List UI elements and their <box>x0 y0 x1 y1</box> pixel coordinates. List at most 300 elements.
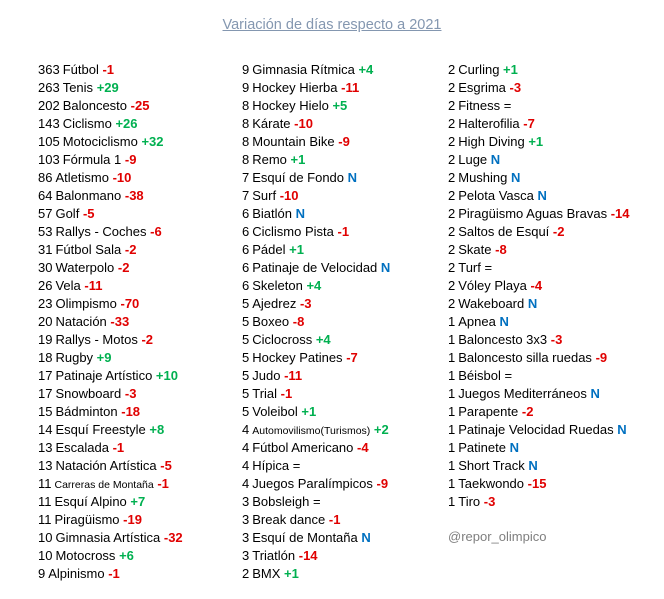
change-value: -32 <box>163 530 183 545</box>
sport-name: Triatlón <box>252 548 296 563</box>
change-value: +1 <box>284 566 299 581</box>
sport-row <box>242 493 390 511</box>
days-count: 2 <box>448 62 456 77</box>
days-count: 2 <box>448 296 456 311</box>
change-value: -1 <box>112 440 125 455</box>
days-count: 15 <box>38 404 53 419</box>
days-count: 14 <box>38 422 53 437</box>
change-value: -38 <box>124 188 144 203</box>
days-count: 3 <box>242 512 250 527</box>
sport-row <box>38 385 183 403</box>
sport-name: Turf <box>458 260 481 275</box>
sport-row <box>242 547 390 565</box>
days-count: 2 <box>448 278 456 293</box>
sport-row <box>38 475 183 493</box>
sport-row <box>242 475 390 493</box>
change-value: -1 <box>328 512 341 527</box>
sport-row <box>448 151 630 169</box>
sport-row <box>242 205 390 223</box>
days-count: 9 <box>38 566 46 581</box>
change-value: +29 <box>96 80 119 95</box>
change-value: N <box>528 458 538 473</box>
change-value: -11 <box>341 80 360 95</box>
sport-name: Trial <box>252 386 278 401</box>
change-value: -7 <box>346 350 358 365</box>
change-value: = <box>484 260 493 275</box>
change-value: -9 <box>338 134 350 149</box>
sport-name: Balonmano <box>55 188 122 203</box>
change-value: -1 <box>108 566 120 581</box>
sport-row <box>242 295 390 313</box>
change-value: -15 <box>527 476 547 491</box>
change-value: -3 <box>124 386 137 401</box>
change-value: -2 <box>124 242 137 257</box>
sport-name: Piragüismo Aguas Bravas <box>458 206 608 221</box>
change-value: +1 <box>503 62 518 77</box>
change-value: -1 <box>280 386 293 401</box>
change-value: -3 <box>299 296 312 311</box>
sport-name: Baloncesto 3x3 <box>458 332 548 347</box>
change-value: N <box>380 260 391 275</box>
days-count: 8 <box>242 134 250 149</box>
sport-name: Vela <box>55 278 81 293</box>
sport-row <box>38 421 183 439</box>
days-count: 7 <box>242 170 250 185</box>
days-count: 5 <box>242 296 250 311</box>
change-value: = <box>292 458 301 473</box>
change-value: -8 <box>495 242 507 257</box>
days-count: 17 <box>38 368 53 383</box>
days-count: 10 <box>38 548 53 563</box>
sport-name: Surf <box>252 188 277 203</box>
change-value: +4 <box>358 62 374 77</box>
column-2 <box>242 61 390 583</box>
sport-row <box>242 223 390 241</box>
sport-name: Fórmula 1 <box>62 152 122 167</box>
sport-name: Tiro <box>458 494 481 509</box>
change-value: -8 <box>292 314 305 329</box>
days-count: 2 <box>448 224 456 239</box>
change-value: N <box>590 386 600 401</box>
change-value: +7 <box>130 494 146 509</box>
sport-row <box>448 403 630 421</box>
days-count: 11 <box>38 476 52 491</box>
sport-row <box>38 529 183 547</box>
sport-row <box>448 475 630 493</box>
days-count: 5 <box>242 404 250 419</box>
author-handle: @repor_olimpico <box>448 529 547 544</box>
change-value: -4 <box>530 278 543 293</box>
days-count: 1 <box>448 458 456 473</box>
sport-name: Hockey Hierba <box>252 80 338 95</box>
change-value: = <box>312 494 321 509</box>
sport-row <box>448 169 630 187</box>
sport-row <box>38 403 183 421</box>
change-value: N <box>490 152 501 167</box>
days-count: 4 <box>242 422 250 437</box>
sport-row <box>242 277 390 295</box>
change-value: +26 <box>115 116 138 131</box>
change-value: -1 <box>337 224 350 239</box>
days-count: 2 <box>242 566 250 581</box>
days-count: 3 <box>242 494 250 509</box>
sport-row <box>242 403 390 421</box>
change-value: N <box>527 296 538 311</box>
sport-name: Mountain Bike <box>252 134 335 149</box>
days-count: 1 <box>448 440 456 455</box>
days-count: 26 <box>38 278 53 293</box>
change-value: -9 <box>124 152 137 167</box>
change-value: +1 <box>528 134 544 149</box>
sport-name: Esquí de Fondo <box>252 170 345 185</box>
change-value: +6 <box>119 548 134 563</box>
sport-name: Parapente <box>458 404 519 419</box>
change-value: -10 <box>112 170 132 185</box>
days-count: 13 <box>38 458 53 473</box>
days-count: 105 <box>38 134 60 149</box>
sport-row <box>448 241 630 259</box>
days-count: 1 <box>448 368 456 383</box>
sport-row <box>242 367 390 385</box>
sport-name: Gimnasia Artística <box>55 530 161 545</box>
sport-name: Fitness <box>458 98 501 113</box>
sport-row <box>448 223 630 241</box>
change-value: -5 <box>160 458 172 473</box>
sport-row <box>242 331 390 349</box>
change-value: = <box>503 98 512 113</box>
sport-row <box>448 349 630 367</box>
days-count: 5 <box>242 332 250 347</box>
sport-row <box>242 457 390 475</box>
change-value: -33 <box>110 314 130 329</box>
days-count: 8 <box>242 116 250 131</box>
sport-name: Patinaje Velocidad Ruedas <box>458 422 614 437</box>
change-value: -11 <box>284 368 303 383</box>
change-value: -10 <box>294 116 313 131</box>
days-count: 4 <box>242 476 250 491</box>
sport-name: Waterpolo <box>55 260 115 275</box>
days-count: 1 <box>448 422 456 437</box>
sport-row <box>242 529 390 547</box>
sport-name: Hípica <box>252 458 290 473</box>
sport-name: Escalada <box>55 440 109 455</box>
sport-row <box>38 367 183 385</box>
sport-row <box>38 241 183 259</box>
change-value: -19 <box>123 512 142 527</box>
days-count: 53 <box>38 224 53 239</box>
change-value: -25 <box>130 98 150 113</box>
change-value: -18 <box>121 404 141 419</box>
sport-name: Vóley Playa <box>458 278 527 293</box>
sport-row <box>448 331 630 349</box>
change-value: +1 <box>289 242 304 257</box>
column-3 <box>448 61 630 511</box>
days-count: 2 <box>448 260 456 275</box>
days-count: 5 <box>242 368 250 383</box>
sport-row <box>38 331 183 349</box>
sport-row <box>38 115 183 133</box>
days-count: 8 <box>242 98 250 113</box>
sport-row <box>242 259 390 277</box>
sport-name: Golf <box>55 206 80 221</box>
days-count: 4 <box>242 458 250 473</box>
sport-name: Baloncesto <box>62 98 128 113</box>
sport-row <box>38 223 183 241</box>
sport-name: Ciclismo <box>62 116 112 131</box>
days-count: 2 <box>448 134 456 149</box>
sport-row <box>38 313 183 331</box>
days-count: 1 <box>448 386 456 401</box>
days-count: 3 <box>242 530 250 545</box>
days-count: 5 <box>242 386 250 401</box>
change-value: -5 <box>82 206 95 221</box>
change-value: -7 <box>523 116 535 131</box>
change-value: N <box>347 170 358 185</box>
sport-name: Fútbol <box>62 62 99 77</box>
sport-name: Natación Artística <box>55 458 157 473</box>
sport-name: Pádel <box>252 242 286 257</box>
days-count: 1 <box>448 404 456 419</box>
change-value: +8 <box>149 422 165 437</box>
change-value: +10 <box>155 368 178 383</box>
days-count: 2 <box>448 80 456 95</box>
sport-row <box>448 97 630 115</box>
sport-row <box>242 115 390 133</box>
sport-name: Carreras de Montaña <box>54 479 154 491</box>
sport-row <box>38 259 183 277</box>
sport-row <box>242 439 390 457</box>
change-value: -3 <box>550 332 563 347</box>
change-value: -2 <box>141 332 154 347</box>
change-value: N <box>295 206 305 221</box>
days-count: 6 <box>242 242 250 257</box>
sport-row <box>448 295 630 313</box>
sport-row <box>242 565 390 583</box>
sport-name: Juegos Paralímpicos <box>252 476 373 491</box>
change-value: +32 <box>141 134 164 149</box>
sport-row <box>38 547 183 565</box>
page-title: Variación de días respecto a 2021 <box>222 17 442 33</box>
sport-name: Ciclocross <box>252 332 313 347</box>
sport-name: Patinaje de Velocidad <box>252 260 378 275</box>
days-count: 2 <box>448 188 456 203</box>
days-count: 2 <box>448 98 456 113</box>
change-value: -10 <box>279 188 299 203</box>
change-value: -14 <box>610 206 630 221</box>
sport-name: Remo <box>252 152 287 167</box>
change-value: -1 <box>157 476 169 491</box>
sport-name: Biatlón <box>252 206 292 221</box>
days-count: 1 <box>448 476 456 491</box>
sport-row <box>38 61 183 79</box>
sport-name: Automovilismo(Turismos) <box>252 425 371 437</box>
days-count: 13 <box>38 440 53 455</box>
sport-name: Fútbol Sala <box>55 242 122 257</box>
sport-row <box>448 277 630 295</box>
days-count: 263 <box>38 80 60 95</box>
sport-name: Gimnasia Rítmica <box>252 62 355 77</box>
days-count: 11 <box>38 494 52 509</box>
sport-name: Motocross <box>55 548 116 563</box>
days-count: 20 <box>38 314 53 329</box>
sport-name: Skeleton <box>252 278 303 293</box>
change-value: -3 <box>509 80 522 95</box>
sport-row <box>448 439 630 457</box>
sport-name: Mushing <box>458 170 508 185</box>
change-value: -6 <box>150 224 162 239</box>
sport-row <box>242 133 390 151</box>
sport-row <box>448 79 630 97</box>
days-count: 11 <box>38 512 52 527</box>
sport-name: Voleibol <box>252 404 298 419</box>
sport-row <box>448 133 630 151</box>
days-count: 86 <box>38 170 53 185</box>
days-count: 30 <box>38 260 53 275</box>
sport-name: Ajedrez <box>252 296 297 311</box>
sport-row <box>38 349 183 367</box>
sport-row <box>448 205 630 223</box>
sport-name: Patinaje Artístico <box>55 368 153 383</box>
sport-name: Esgrima <box>458 80 506 95</box>
change-value: N <box>361 530 371 545</box>
sport-row <box>242 385 390 403</box>
days-count: 1 <box>448 332 456 347</box>
sport-name: Rallys - Motos <box>55 332 138 347</box>
change-value: -14 <box>298 548 318 563</box>
change-value: -2 <box>117 260 130 275</box>
change-value: +1 <box>290 152 306 167</box>
sport-name: Pelota Vasca <box>458 188 534 203</box>
change-value: +1 <box>301 404 317 419</box>
change-value: +5 <box>332 98 348 113</box>
change-value: -11 <box>84 278 103 293</box>
sport-name: Fútbol Americano <box>252 440 354 455</box>
sport-name: Rallys - Coches <box>55 224 147 239</box>
sport-name: Esquí de Montaña <box>252 530 358 545</box>
sport-name: Esquí Freestyle <box>55 422 146 437</box>
days-count: 18 <box>38 350 53 365</box>
days-count: 6 <box>242 260 250 275</box>
days-count: 1 <box>448 350 456 365</box>
sport-row <box>242 169 390 187</box>
sport-name: Baloncesto silla ruedas <box>458 350 592 365</box>
sport-name: Kárate <box>252 116 291 131</box>
sport-name: Boxeo <box>252 314 290 329</box>
days-count: 202 <box>38 98 60 113</box>
sport-name: Natación <box>55 314 107 329</box>
change-value: -9 <box>376 476 389 491</box>
days-count: 2 <box>448 206 456 221</box>
change-value: +4 <box>306 278 322 293</box>
sport-row <box>242 61 390 79</box>
sport-row <box>448 313 630 331</box>
days-count: 1 <box>448 494 456 509</box>
days-count: 3 <box>242 548 250 563</box>
days-count: 363 <box>38 62 60 77</box>
change-value: -4 <box>357 440 369 455</box>
days-count: 103 <box>38 152 60 167</box>
days-count: 10 <box>38 530 53 545</box>
sport-row <box>38 97 183 115</box>
sport-name: Taekwondo <box>458 476 525 491</box>
sport-row <box>242 349 390 367</box>
days-count: 57 <box>38 206 53 221</box>
sport-name: Short Track <box>458 458 525 473</box>
days-count: 19 <box>38 332 53 347</box>
sport-row <box>38 169 183 187</box>
sport-row <box>38 277 183 295</box>
sport-row <box>242 79 390 97</box>
change-value: -9 <box>595 350 608 365</box>
days-count: 2 <box>448 170 456 185</box>
sport-row <box>38 205 183 223</box>
sport-name: High Diving <box>458 134 525 149</box>
sport-row <box>38 511 183 529</box>
sport-name: Rugby <box>55 350 94 365</box>
change-value: N <box>537 188 547 203</box>
change-value: +4 <box>315 332 331 347</box>
change-value: -2 <box>552 224 565 239</box>
days-count: 6 <box>242 206 250 221</box>
change-value: +9 <box>96 350 112 365</box>
sport-row <box>38 133 183 151</box>
sport-name: Judo <box>252 368 281 383</box>
sport-row <box>38 439 183 457</box>
sport-name: Ciclismo Pista <box>252 224 334 239</box>
sport-row <box>448 187 630 205</box>
sport-name: Hockey Hielo <box>252 98 329 113</box>
sport-row <box>38 457 183 475</box>
change-value: -3 <box>483 494 496 509</box>
change-value: -2 <box>521 404 534 419</box>
days-count: 6 <box>242 278 250 293</box>
days-count: 6 <box>242 224 250 239</box>
days-count: 2 <box>448 242 456 257</box>
days-count: 8 <box>242 152 250 167</box>
sport-row <box>242 151 390 169</box>
days-count: 5 <box>242 350 250 365</box>
sport-name: Apnea <box>458 314 496 329</box>
sport-row <box>448 61 630 79</box>
sport-name: Tenis <box>62 80 94 95</box>
sport-name: Saltos de Esquí <box>458 224 550 239</box>
sport-row <box>38 565 183 583</box>
days-count: 31 <box>38 242 53 257</box>
change-value: -1 <box>102 62 115 77</box>
sport-row <box>38 79 183 97</box>
sport-name: Snowboard <box>55 386 122 401</box>
change-value: N <box>499 314 509 329</box>
sport-row <box>448 457 630 475</box>
days-count: 64 <box>38 188 53 203</box>
sport-name: Bádminton <box>55 404 118 419</box>
sport-row <box>242 313 390 331</box>
sport-name: Juegos Mediterráneos <box>458 386 587 401</box>
sport-name: Wakeboard <box>458 296 525 311</box>
sport-row <box>38 295 183 313</box>
sport-row <box>242 241 390 259</box>
sport-name: Esquí Alpino <box>54 494 127 509</box>
days-count: 7 <box>242 188 250 203</box>
sport-row <box>448 493 630 511</box>
sport-name: Break dance <box>252 512 326 527</box>
change-value: +2 <box>373 422 389 437</box>
days-count: 23 <box>38 296 53 311</box>
sport-row <box>38 493 183 511</box>
days-count: 9 <box>242 62 250 77</box>
sport-name: Bobsleigh <box>252 494 310 509</box>
sport-name: Motociclismo <box>62 134 138 149</box>
